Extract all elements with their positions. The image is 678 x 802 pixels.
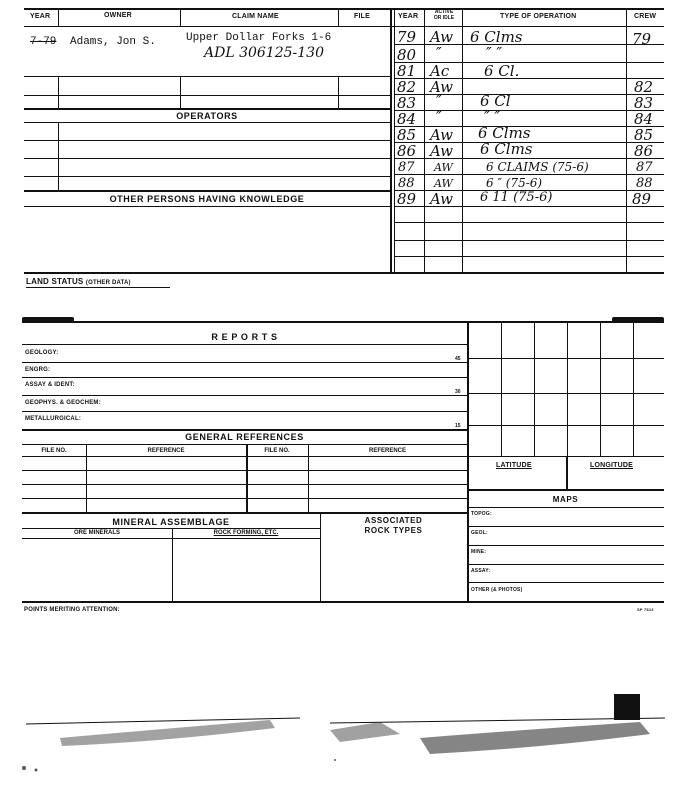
points-meriting-label: POINTS MERITING ATTENTION: — [24, 607, 120, 613]
ops-crew: 86 — [634, 142, 654, 160]
operators-col-divider — [58, 122, 59, 190]
ops-type: 6 ″ (75-6) — [486, 176, 543, 190]
header-claim-name: CLAIM NAME — [232, 13, 279, 20]
maps-topog: TOPOG: — [471, 511, 492, 517]
general-references-label: GENERAL REFERENCES — [185, 432, 304, 442]
ops-row-line — [394, 240, 664, 241]
report-num-30: 30 — [455, 389, 461, 395]
owner-row-line — [24, 95, 390, 96]
ref-file-no-2: FILE NO. — [264, 448, 290, 454]
report-metallurgical: METALLURGICAL: — [25, 416, 82, 422]
ops-type: 6 Clms — [470, 28, 523, 46]
ops-year: 83 — [397, 94, 417, 112]
land-status-text: LAND STATUS — [26, 277, 84, 286]
ops-type: 6 Cl — [480, 92, 511, 110]
gen-ref-row-line — [22, 456, 467, 457]
owner-col-divider — [58, 76, 59, 108]
owner-col-divider — [180, 76, 181, 108]
header-active: ACTIVE — [434, 9, 454, 15]
gen-ref-col — [246, 444, 248, 512]
operators-row-line — [24, 158, 390, 159]
ops-year: 86 — [397, 142, 417, 160]
grid-col — [633, 321, 634, 456]
ops-year: 88 — [398, 176, 415, 191]
ops-year: 80 — [397, 46, 417, 64]
report-row-line — [22, 362, 467, 363]
maps-header-line — [467, 507, 664, 508]
ops-year: 79 — [397, 28, 417, 46]
report-geophys: GEOPHYS. & GEOCHEM: — [25, 400, 101, 406]
report-row-line — [22, 395, 467, 396]
grid-col — [600, 321, 601, 456]
ops-status: Ac — [430, 62, 450, 80]
report-geology: GEOLOGY: — [25, 350, 59, 356]
report-num-45: 45 — [455, 356, 461, 362]
rock-types-col — [320, 512, 321, 601]
rock-types-label: ROCK TYPES — [364, 526, 423, 535]
owner-entry-name: Adams, Jon S. — [70, 36, 156, 48]
gen-ref-bottom-line — [22, 512, 467, 514]
grid-col — [501, 321, 502, 456]
header-bottom-line — [24, 26, 664, 27]
ops-year: 87 — [398, 160, 415, 175]
ops-status: ″ — [436, 108, 442, 126]
ops-type: ″ ″ — [484, 108, 500, 126]
land-status-label — [26, 277, 131, 286]
ops-year: 89 — [397, 190, 417, 208]
top-border — [24, 8, 664, 10]
ops-status: ″ — [436, 44, 442, 62]
rock-forming-header: ROCK FORMING, ETC. — [213, 530, 279, 536]
maps-divider — [467, 321, 469, 601]
ops-row-line — [394, 174, 664, 175]
ops-status: AW — [434, 161, 453, 174]
associated-label: ASSOCIATED — [364, 516, 423, 525]
ops-row-line — [394, 110, 664, 111]
ops-type: 6 11 (75-6) — [480, 190, 553, 205]
ops-row-line — [394, 222, 664, 223]
ops-type: 6 Cl. — [484, 62, 520, 80]
ref-reference-1: REFERENCE — [147, 448, 185, 454]
owner-col-divider — [338, 76, 339, 108]
maps-row-line — [467, 545, 664, 546]
reports-header-line — [22, 344, 467, 345]
mineral-header-line — [22, 528, 320, 529]
operators-row-line — [24, 140, 390, 141]
header-file: FILE — [354, 13, 370, 20]
maps-top-line — [467, 489, 664, 491]
gen-ref-header-line — [22, 444, 467, 445]
ops-crew: 83 — [634, 94, 654, 112]
ref-reference-2: REFERENCE — [368, 448, 406, 454]
ops-type: 6 Clms — [480, 140, 533, 158]
ops-type: ″ ″ — [486, 44, 502, 62]
maps-row-line — [467, 564, 664, 565]
maps-assay: ASSAY: — [471, 568, 491, 574]
operators-row-line — [24, 176, 390, 177]
crew-col-divider — [626, 8, 627, 273]
ops-year: 85 — [397, 126, 417, 144]
owner-entry-claim: Upper Dollar Forks 1-6 — [186, 32, 332, 44]
maps-row-line — [467, 526, 664, 527]
grid-col — [567, 321, 568, 456]
latitude-label: LATITUDE — [496, 462, 532, 469]
header-divider — [58, 8, 59, 26]
grid-row — [467, 358, 664, 359]
maps-mine: MINE: — [471, 549, 487, 555]
ops-crew: 88 — [636, 176, 653, 191]
mineral-assemblage-label: MINERAL ASSEMBLAGE — [112, 517, 230, 527]
header-owner: OWNER — [104, 12, 132, 19]
ops-status: Aw — [430, 78, 453, 96]
ops-status: Aw — [430, 190, 453, 208]
ops-crew: 79 — [632, 30, 652, 48]
report-num-15: 15 — [455, 423, 461, 429]
reports-bottom-line — [22, 429, 467, 431]
grid-row — [467, 425, 664, 426]
ops-status: ″ — [436, 92, 442, 110]
longitude-label: LONGITUDE — [590, 462, 634, 469]
ref-file-no-1: FILE NO. — [41, 448, 67, 454]
ops-row-line — [394, 256, 664, 257]
gen-ref-col — [308, 444, 309, 512]
gen-ref-row-line — [22, 484, 467, 485]
form-number: SP 7513 — [637, 607, 654, 612]
maps-geol: GEOL: — [471, 530, 488, 536]
header-divider — [338, 8, 339, 26]
land-status-sub: (OTHER DATA) — [85, 280, 131, 286]
ops-crew: 82 — [634, 78, 654, 96]
ore-minerals-header: ORE MINERALS — [73, 530, 120, 536]
report-assay: ASSAY & IDENT: — [25, 382, 75, 388]
ops-status: AW — [434, 177, 453, 190]
gen-ref-row-line — [22, 470, 467, 471]
gen-ref-col — [86, 444, 87, 512]
mineral-col — [172, 528, 173, 601]
operators-label: OPERATORS — [176, 111, 238, 121]
lat-long-divider — [566, 456, 568, 489]
gen-ref-row-line — [22, 498, 467, 499]
other-persons-label: OTHER PERSONS HAVING KNOWLEDGE — [109, 194, 305, 204]
ops-crew: 89 — [632, 190, 652, 208]
owner-entry-year: 7-79 — [30, 36, 57, 48]
header-or-idle: OR IDLE — [433, 15, 455, 21]
ops-year: 84 — [397, 110, 417, 128]
grid-col — [534, 321, 535, 456]
mineral-sub-line — [22, 538, 320, 539]
others-top-line — [24, 190, 390, 192]
ops-year: 81 — [397, 62, 417, 80]
header-divider — [180, 8, 181, 26]
main-divider-inner — [394, 8, 395, 273]
maps-row-line — [467, 582, 664, 583]
ops-crew: 87 — [636, 160, 653, 175]
header-year: YEAR — [30, 13, 51, 20]
others-header-line — [24, 206, 390, 207]
maps-label: MAPS — [552, 495, 579, 504]
scan-noise — [0, 690, 678, 802]
reports-label: R E P O R T S — [211, 332, 278, 342]
ops-status: Aw — [430, 142, 453, 160]
year-col-divider — [424, 8, 425, 273]
report-engrg: ENGRG: — [25, 367, 51, 373]
ops-type: 6 Clms — [478, 124, 531, 142]
status-col-divider — [462, 8, 463, 273]
ops-type: 6 CLAIMS (75-6) — [486, 160, 589, 174]
owner-entry-claim-ref: ADL 306125-130 — [204, 45, 324, 61]
bottom-card-bottom-line — [22, 601, 664, 603]
ops-status: Aw — [430, 126, 453, 144]
header-crew: CREW — [634, 13, 657, 20]
main-divider — [390, 8, 392, 273]
header-year-2: YEAR — [398, 13, 419, 20]
operators-header-line — [24, 122, 390, 123]
ops-status: Aw — [430, 28, 453, 46]
ops-year: 82 — [397, 78, 417, 96]
ops-crew: 85 — [634, 126, 654, 144]
owner-row-line — [24, 76, 390, 77]
maps-other: OTHER (& PHOTOS) — [471, 587, 523, 593]
grid-row — [467, 393, 664, 394]
report-row-line — [22, 411, 467, 412]
operators-top-line — [24, 108, 390, 110]
report-row-line — [22, 377, 467, 378]
land-status-underline — [26, 287, 170, 288]
top-card-bottom-line — [24, 272, 664, 274]
header-type-of-operation: TYPE OF OPERATION — [500, 13, 577, 20]
ops-crew: 84 — [634, 110, 654, 128]
